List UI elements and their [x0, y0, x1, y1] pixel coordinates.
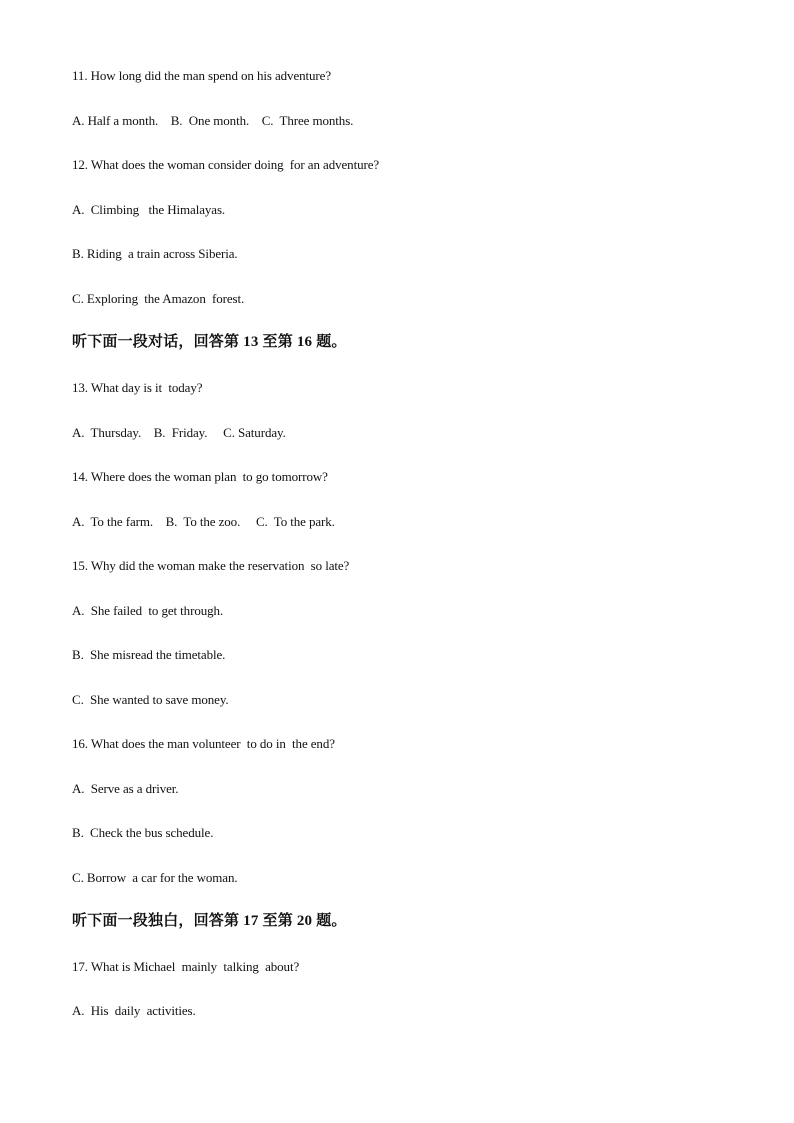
question-15: 15. Why did the woman make the reservation so late? [72, 558, 350, 573]
question-12: 12. What does the woman consider doing for an adventure? [72, 157, 380, 172]
question-15-option-c: C. She wanted to save money. [72, 692, 229, 707]
question-14: 14. Where does the woman plan to go tomorrow? [72, 469, 328, 484]
question-12-option-b: B. Riding a train across Siberia. [72, 246, 238, 261]
question-16: 16. What does the man volunteer to do in the end? [72, 736, 335, 751]
question-16-option-b: B. Check the bus schedule. [72, 825, 214, 840]
question-11: 11. How long did the man spend on his adventure? [72, 68, 332, 83]
question-15-option-b: B. She misread the timetable. [72, 647, 226, 662]
question-11-options: A. Half a month. B. One month. C. Three months. [72, 113, 354, 128]
question-12-option-a: A. Climbing the Himalayas. [72, 202, 226, 217]
question-15-option-a: A. She failed to get through. [72, 603, 224, 618]
question-13-options: A. Thursday. B. Friday. C. Saturday. [72, 425, 286, 440]
question-17: 17. What is Michael mainly talking about? [72, 959, 300, 974]
question-16-option-c: C. Borrow a car for the woman. [72, 870, 238, 885]
question-16-option-a: A. Serve as a driver. [72, 781, 179, 796]
question-17-option-a: A. His daily activities. [72, 1003, 196, 1018]
question-14-options: A. To the farm. B. To the zoo. C. To the park. [72, 514, 335, 529]
section-heading-monologue: 听下面一段独白，回答第 17 至第 20 题。 [72, 913, 347, 929]
section-heading-dialogue: 听下面一段对话，回答第 13 至第 16 题。 [72, 334, 347, 350]
question-13: 13. What day is it today? [72, 380, 203, 395]
question-12-option-c: C. Exploring the Amazon forest. [72, 291, 245, 306]
